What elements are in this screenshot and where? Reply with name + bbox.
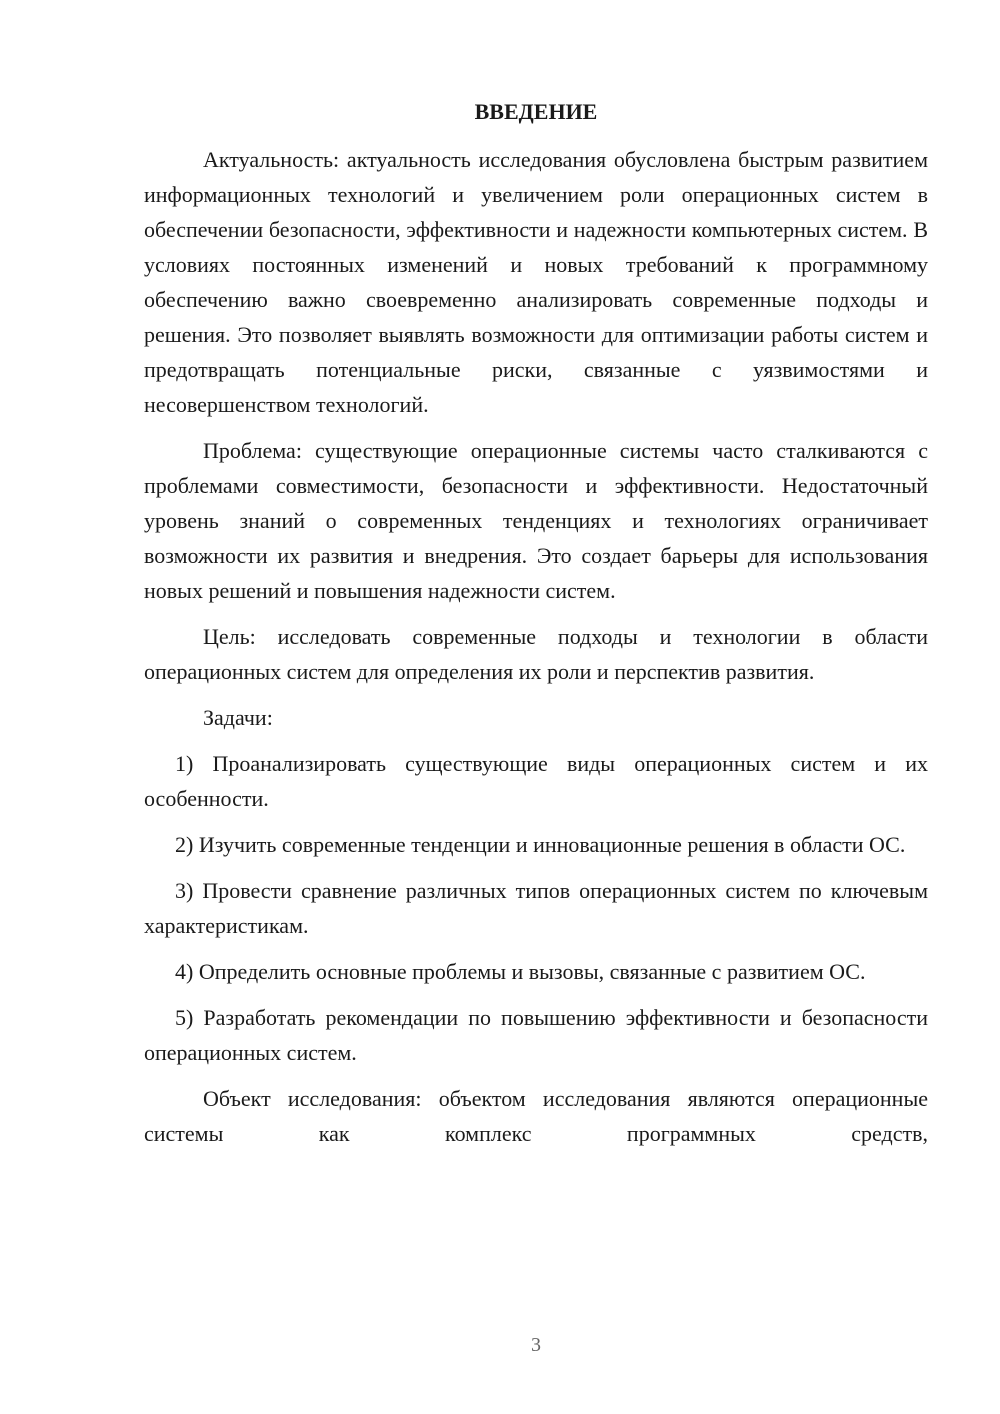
task-item: 4) Определить основные проблемы и вызовы, связанные с развитием ОС. xyxy=(175,959,866,984)
section-title: ВВЕДЕНИЕ xyxy=(474,99,598,124)
paragraph-relevance: Актуальность: актуальность исследования обусловлена быстрым развитием информационных технологий и увеличением роли операционных систем в обеспечении безопасности, эффективности и надежности компьютерных систем. В условиях постоянных изменений и новых требований к программному обеспечению важно своевременно анализировать современные подходы и решения. Это позволяет выявлять возможности для оптимизации работы систем и предотвращать потенциальные риски, связанные с уязвимостями и несовершенством технологий. xyxy=(144,147,928,417)
paragraph-tasks-heading: Задачи: xyxy=(203,705,273,730)
task-item: 5) Разработать рекомендации по повышению эффективности и безопасности операционных систем. xyxy=(144,1005,928,1065)
page-content xyxy=(144,94,928,1151)
task-item: 2) Изучить современные тенденции и инновационные решения в области ОС. xyxy=(175,832,906,857)
task-item: 1) Проанализировать существующие виды операционных систем и их особенности. xyxy=(144,751,928,811)
paragraph-object: Объект исследования: объектом исследования являются операционные системы как комплекс программных средств, xyxy=(144,1086,928,1146)
page-number: 3 xyxy=(531,1334,541,1356)
task-item: 3) Провести сравнение различных типов операционных систем по ключевым характеристикам. xyxy=(144,878,928,938)
paragraph-problem: Проблема: существующие операционные системы часто сталкиваются с проблемами совместимости, безопасности и эффективности. Недостаточный уровень знаний о современных тенденциях и технологиях ограничивает возможности их развития и внедрения. Это создает барьеры для использования новых решений и повышения надежности систем. xyxy=(144,438,928,603)
paragraph-goal: Цель: исследовать современные подходы и технологии в области операционных систем для определения их роли и перспектив развития. xyxy=(144,624,928,684)
